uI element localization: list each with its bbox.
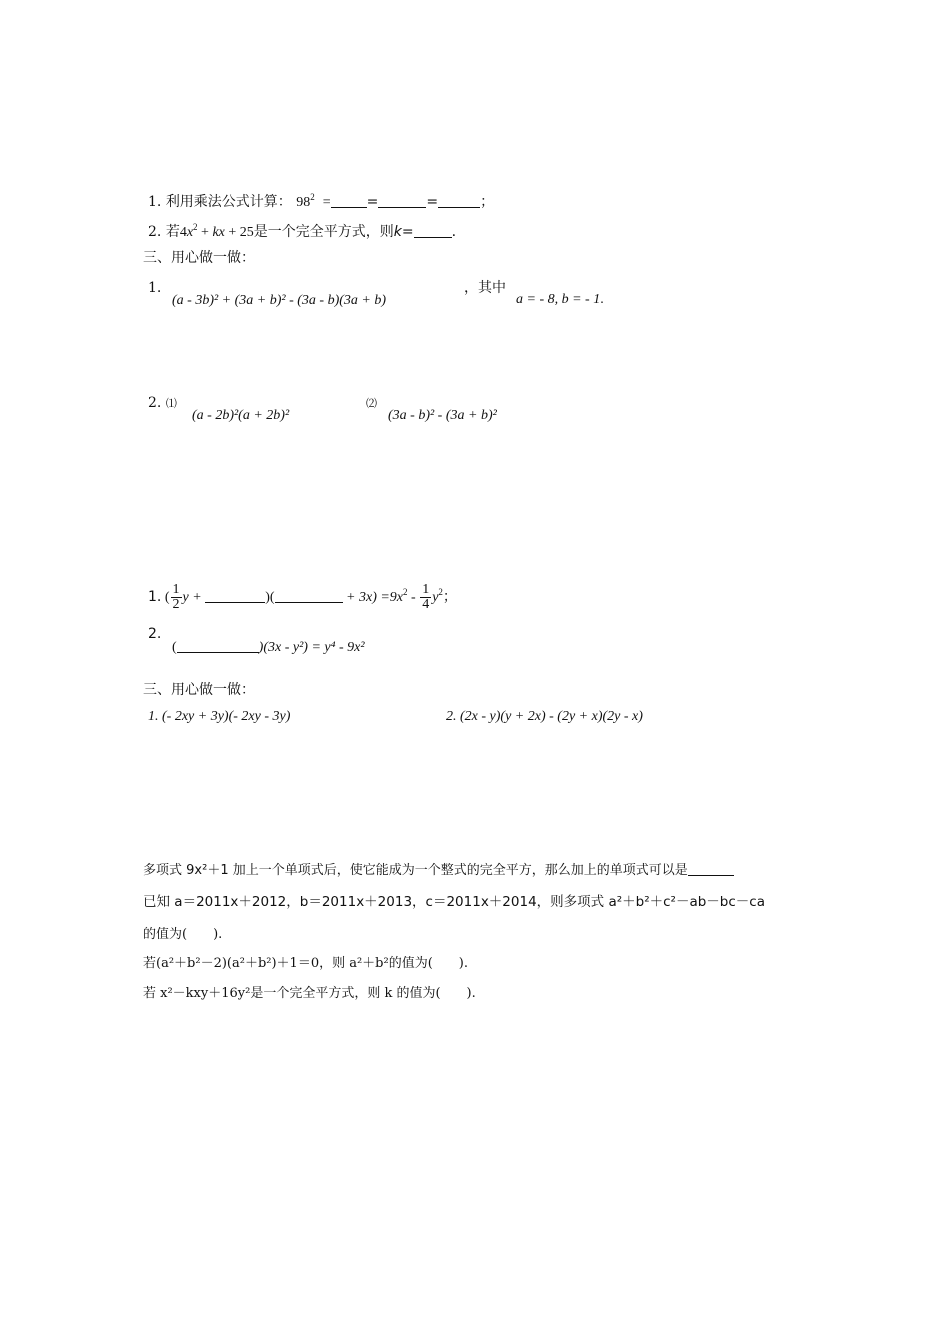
fraction-half: $\frac{1}{2}$ [172, 582, 180, 613]
answer-blank[interactable] [688, 863, 734, 876]
problem-expression-2: (3a - b)² - (3a + b)² [388, 408, 497, 423]
answer-blank[interactable] [378, 195, 426, 208]
answer-blank[interactable] [331, 195, 367, 208]
section-title: 三、用心做一做： [143, 682, 255, 698]
problem-expression: (a - 3b)² + (3a + b)² - (3a - b)(3a + b) [172, 293, 387, 308]
answer-blank[interactable] [275, 590, 343, 603]
problem-condition: a = - 8, b = - 1. [516, 292, 604, 307]
problem-expression-r1: 1. (- 2xy + 3y)(- 2xy - 3y) [148, 709, 291, 724]
bottom-problem-4: 若 x²－kxy＋16y²是一个完全平方式，则 k 的值为( ). [143, 986, 476, 1001]
problem-label: 2. [148, 626, 162, 642]
fill-problem-1: 1. 利用乘法公式计算： $98^2$ = = = ； [148, 192, 495, 210]
subpart-label: ⑵ [366, 397, 377, 410]
problem-expression-1: (a - 2b)²(a + 2b)² [192, 408, 290, 423]
problem-label: 2. ⑴ [148, 395, 177, 411]
bottom-problem-2: 已知 a＝2011x＋2012，b＝2011x＋2013，c＝2011x＋2014，则多项式 a²＋b²＋c²－ab－bc－ca [143, 894, 765, 910]
answer-blank[interactable] [414, 225, 452, 238]
problem-condition-text: ，其中 [464, 280, 506, 296]
bottom-problem-1: 多项式 9x²＋1 加上一个单项式后，使它能成为一个整式的完全平方，那么加上的单项式可以是 [143, 861, 734, 881]
fraction-problem-2: ( )(3x - y²) = y⁴ - 9x² [172, 640, 365, 655]
fraction-problem-1: 1. ( $\frac{1}{2}$ y + )( + $3x) =9x^2$ - $\frac{1}{4}$ $y^2$； [148, 582, 457, 613]
problem-expression-r2: 2. (2x - y)(y + 2x) - (2y + x)(2y - x) [446, 709, 643, 724]
bottom-problem-3: 若(a²＋b²－2)(a²＋b²)＋1＝0，则 a²＋b²的值为( ). [143, 956, 468, 971]
fill-problem-2: 2. 若$4x^2$ + kx + 25是一个完全平方式，则k= . [148, 222, 457, 240]
answer-blank[interactable] [438, 195, 480, 208]
bottom-problem-2-tail: 的值为( ). [143, 927, 223, 942]
problem-label: 1. [148, 280, 162, 296]
answer-blank[interactable] [205, 590, 265, 603]
section-title: 三、用心做一做： [143, 250, 255, 266]
fraction-quarter: $\frac{1}{4}$ [422, 582, 430, 613]
answer-blank[interactable] [177, 640, 259, 653]
